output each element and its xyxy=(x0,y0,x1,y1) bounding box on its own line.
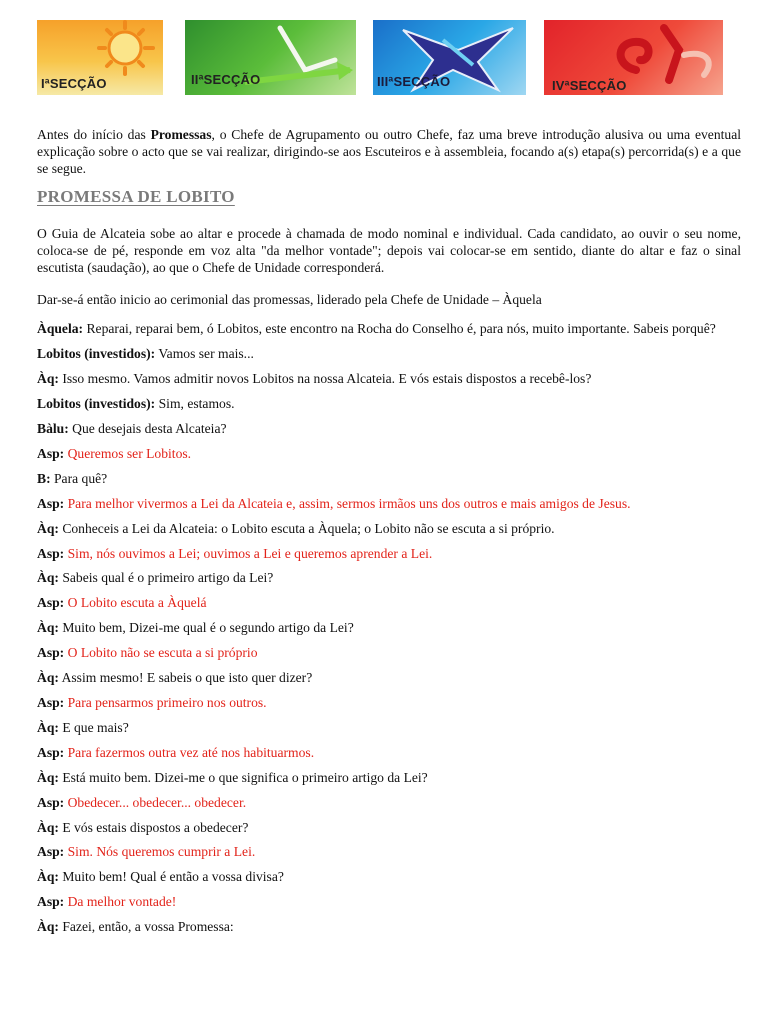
dialogue-line xyxy=(37,666,741,691)
spoken-text: Fazei, então, a vossa Promessa: xyxy=(62,919,234,935)
promessas-term: Promessas xyxy=(150,127,212,142)
speaker-label: B: xyxy=(37,470,51,486)
spoken-text: O Lobito não se escuta a si próprio xyxy=(67,645,258,661)
speaker-label: Àq: xyxy=(37,719,59,735)
intro-paragraph: Antes do início das Promessas, o Chefe de Agrupamento ou outro Chefe, faz uma breve introdução alusiva ou uma eventual explicação sobre o acto que se vai realizar, dirigindo-se aos Escuteiros e à assembleia, focando a(s) etapa(s) percorrida(s) e a que se segue. xyxy=(37,127,741,177)
spoken-text: Para melhor vivermos a Lei da Alcateia e, assim, sermos irmãos uns dos outros e mais amigos de Jesus. xyxy=(67,495,631,511)
dialogue-line xyxy=(37,890,741,915)
banner-label: IIIªSECÇÃO xyxy=(377,74,451,89)
speaker-label: Asp: xyxy=(37,794,65,810)
dialogue-line xyxy=(37,467,741,492)
speaker-label: Àq: xyxy=(37,670,59,686)
speaker-label: Asp: xyxy=(37,744,65,760)
banner-first-section xyxy=(37,20,163,95)
speaker-label: Asp: xyxy=(37,445,65,461)
spoken-text: Está muito bem. Dizei-me o que significa o primeiro artigo da Lei? xyxy=(62,769,428,785)
dialogue-line xyxy=(37,691,741,716)
speaker-label: Asp: xyxy=(37,695,65,711)
dialogue-line xyxy=(37,915,741,940)
speaker-label: Bàlu: xyxy=(37,421,69,437)
dialogue-line xyxy=(37,741,741,766)
dialogue-line xyxy=(37,591,741,616)
spoken-text: E vós estais dispostos a obedecer? xyxy=(62,819,249,835)
spoken-text: Da melhor vontade! xyxy=(67,894,177,910)
speaker-label: Lobitos (investidos): xyxy=(37,346,156,362)
banner-label: IªSECÇÃO xyxy=(41,76,107,91)
dialogue xyxy=(37,317,741,940)
dialogue-line xyxy=(37,791,741,816)
ceremony-start-paragraph: Dar-se-á então inicio ao cerimonial das promessas, liderado pela Chefe de Unidade – Àquela xyxy=(37,292,542,308)
speaker-label: Àq: xyxy=(37,371,59,387)
spoken-text: Muito bem, Dizei-me qual é o segundo artigo da Lei? xyxy=(62,620,354,636)
dialogue-line xyxy=(37,716,741,741)
spoken-text: Sim, estamos. xyxy=(158,396,235,412)
dialogue-line xyxy=(37,492,741,517)
speaker-label: Asp: xyxy=(37,645,65,661)
spoken-text: E que mais? xyxy=(62,719,129,735)
spoken-text: Para pensarmos primeiro nos outros. xyxy=(67,695,267,711)
spoken-text: Vamos ser mais... xyxy=(158,346,254,362)
spoken-text: Que desejais desta Alcateia? xyxy=(72,421,227,437)
banner-second-section xyxy=(185,20,356,95)
spoken-text: Conheceis a Lei da Alcateia: o Lobito escuta a Àquela; o Lobito não se escuta a si próprio. xyxy=(62,520,555,536)
document-body xyxy=(37,126,741,940)
speaker-label: Asp: xyxy=(37,545,65,561)
dialogue-line xyxy=(37,367,741,392)
banner-label: IIªSECÇÃO xyxy=(191,72,261,87)
dialogue-line xyxy=(37,840,741,865)
banner-third-section xyxy=(373,20,526,95)
speaker-label: Àq: xyxy=(37,769,59,785)
dialogue-line xyxy=(37,766,741,791)
ceremony-intro-paragraph: O Guia de Alcateia sobe ao altar e procede à chamada de modo nominal e individual. Cada candidato, ao ouvir o seu nome, coloca-se de pé, responde em voz alta "da melhor vontade"; depois vai colocar-se em sentido, diante do altar e faz o sinal escutista (saudação), ao que o Chefe de Unidade corresponderá. xyxy=(37,225,741,276)
dialogue-line xyxy=(37,517,741,542)
speaker-label: Asp: xyxy=(37,894,65,910)
section-heading: PROMESSA DE LOBITO xyxy=(37,186,235,206)
speaker-label: Àquela: xyxy=(37,321,84,337)
spoken-text: Isso mesmo. Vamos admitir novos Lobitos na nossa Alcateia. E vós estais dispostos a recebê-los? xyxy=(62,371,592,387)
dialogue-line xyxy=(37,816,741,841)
spoken-text: O Lobito escuta a Àquelá xyxy=(67,595,207,611)
dialogue-line xyxy=(37,417,741,442)
speaker-label: Àq: xyxy=(37,919,59,935)
spoken-text: Sabeis qual é o primeiro artigo da Lei? xyxy=(62,570,274,586)
speaker-label: Àq: xyxy=(37,869,59,885)
speaker-label: Asp: xyxy=(37,595,65,611)
dialogue-line xyxy=(37,616,741,641)
banner-label: IVªSECÇÃO xyxy=(552,78,627,93)
speaker-label: Àq: xyxy=(37,620,59,636)
dialogue-line xyxy=(37,442,741,467)
spoken-text: Assim mesmo! E sabeis o que isto quer dizer? xyxy=(61,670,313,686)
speaker-label: Àq: xyxy=(37,520,59,536)
spoken-text: Sim. Nós queremos cumprir a Lei. xyxy=(67,844,256,860)
speaker-label: Asp: xyxy=(37,495,65,511)
dialogue-line xyxy=(37,566,741,591)
banner-fourth-section xyxy=(544,20,723,95)
dialogue-line xyxy=(37,317,741,342)
dialogue-line xyxy=(37,392,741,417)
section-banners xyxy=(0,20,768,96)
spoken-text: Muito bem! Qual é então a vossa divisa? xyxy=(62,869,284,885)
dialogue-line xyxy=(37,865,741,890)
speaker-label: Àq: xyxy=(37,819,59,835)
dialogue-line xyxy=(37,641,741,666)
speaker-label: Lobitos (investidos): xyxy=(37,396,156,412)
speaker-label: Asp: xyxy=(37,844,65,860)
dialogue-line xyxy=(37,342,741,367)
spoken-text: Para fazermos outra vez até nos habituarmos. xyxy=(67,744,315,760)
spoken-text: Obedecer... obedecer... obedecer. xyxy=(67,794,247,810)
speaker-label: Àq: xyxy=(37,570,59,586)
spoken-text: Sim, nós ouvimos a Lei; ouvimos a Lei e queremos aprender a Lei. xyxy=(67,545,433,561)
dialogue-line xyxy=(37,542,741,567)
spoken-text: Queremos ser Lobitos. xyxy=(67,445,192,461)
spoken-text: Para quê? xyxy=(54,470,108,486)
spoken-text: Reparai, reparai bem, ó Lobitos, este encontro na Rocha do Conselho é, para nós, muito importante. Sabeis porquê? xyxy=(86,321,716,337)
